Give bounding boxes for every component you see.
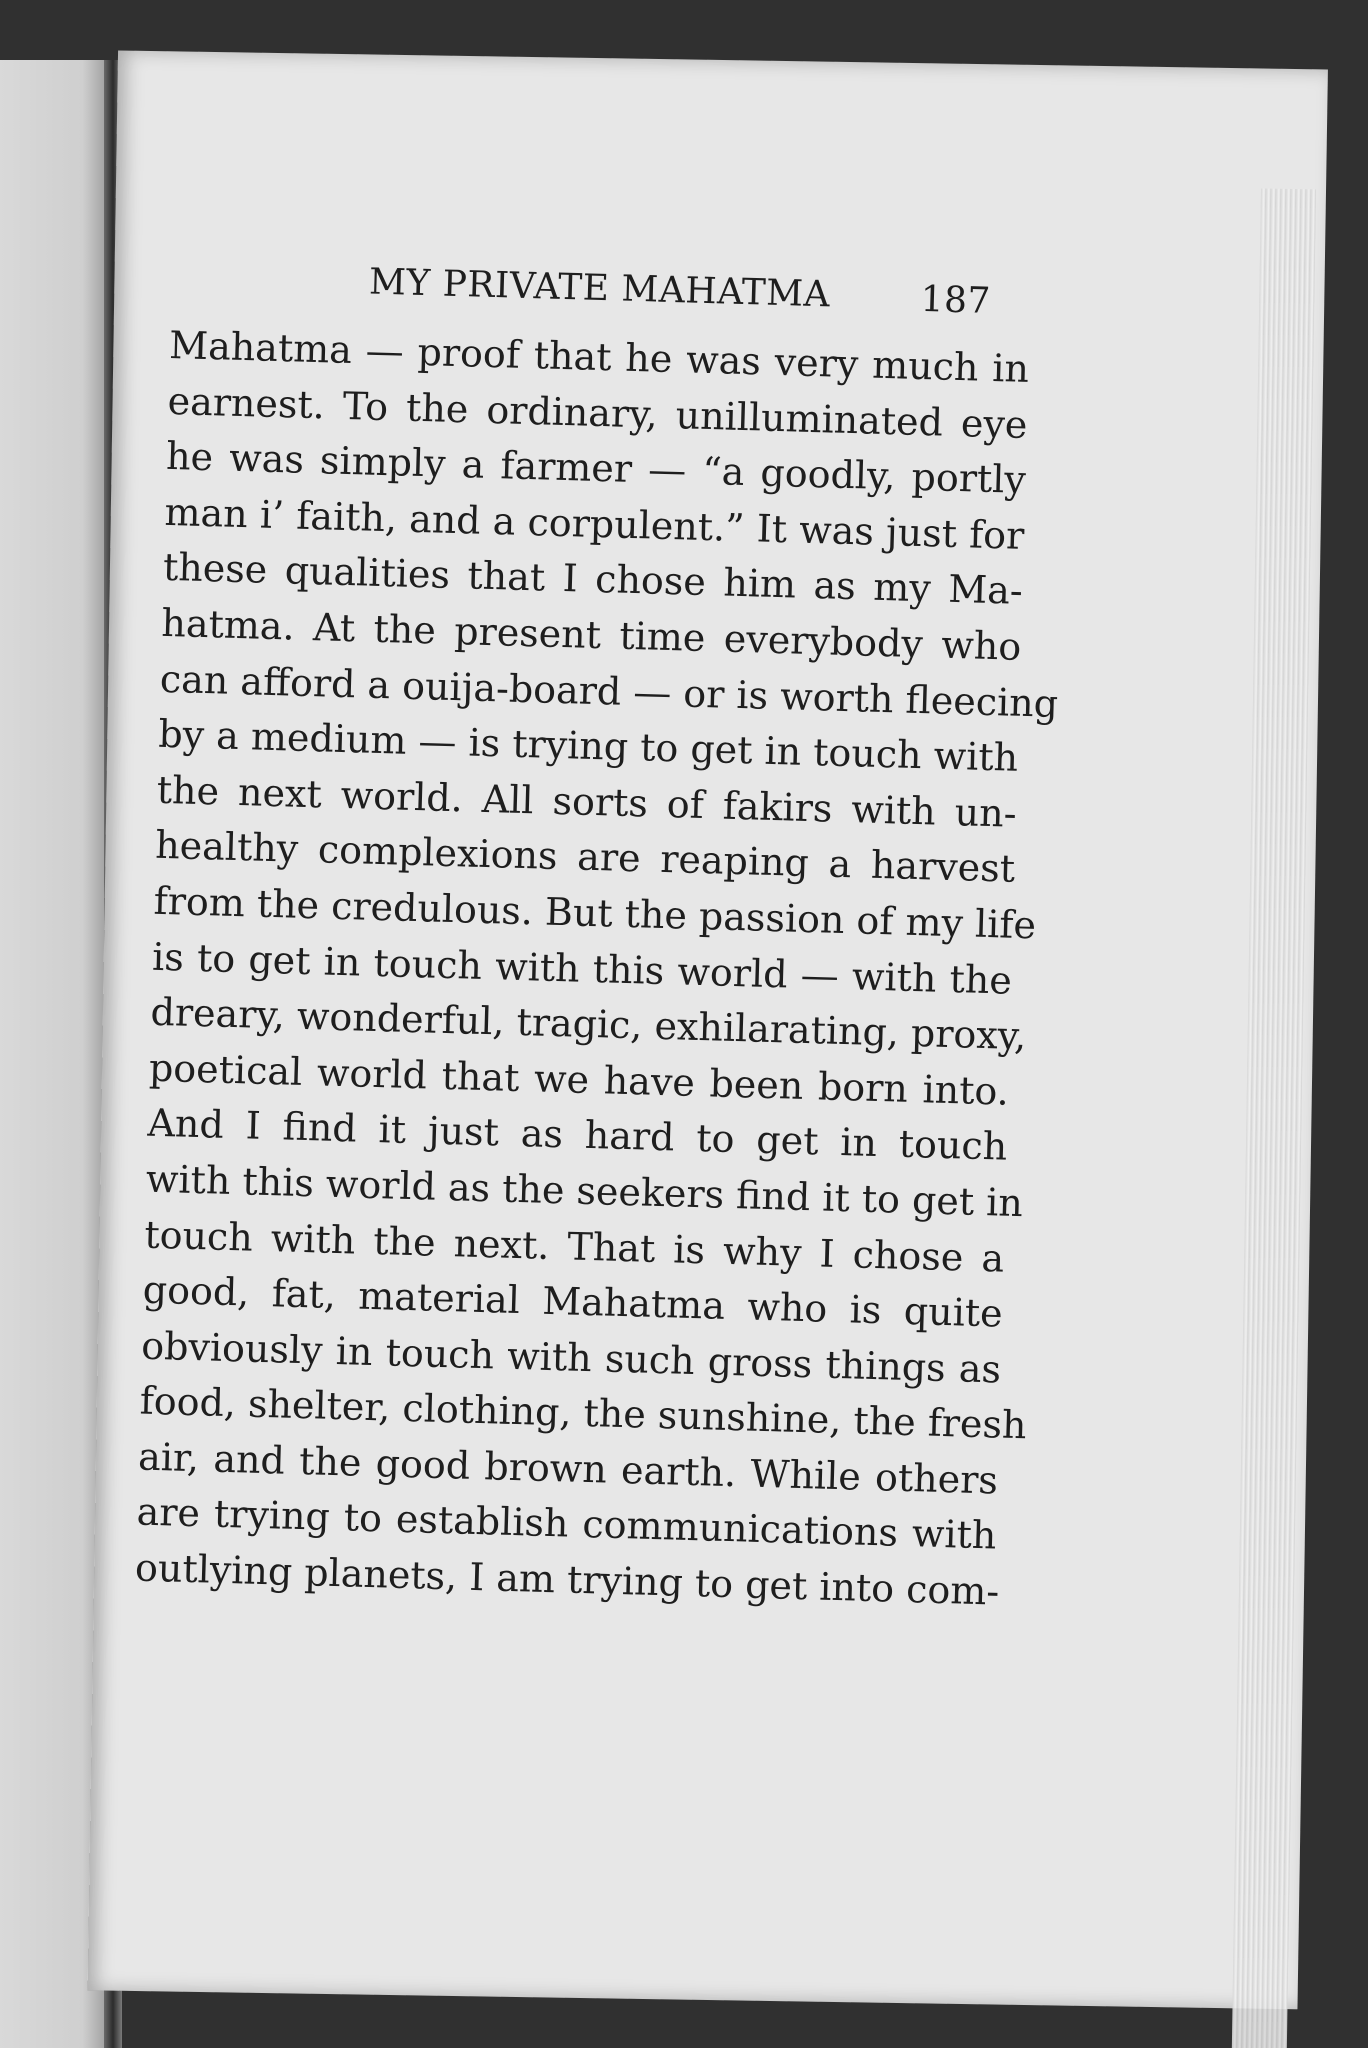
text-line: healthy complexions are reaping a harvest — [154, 823, 1016, 892]
text-line: poetical world that we have been born into. — [148, 1045, 1010, 1114]
text-line: is to get in touch with this world — with the — [151, 934, 1013, 1003]
page-number: 187 — [920, 278, 992, 322]
text-line: by a medium — is trying to get in touch with — [157, 711, 1019, 780]
text-line: food, shelter, clothing, the sunshine, the fresh — [139, 1378, 1028, 1448]
text-line: dreary, wonderful, tragic, exhilarating, proxy, — [150, 989, 1027, 1059]
text-line: are trying to establish communications with — [136, 1489, 997, 1558]
text-line: outlying planets, I am trying to get into com- — [134, 1545, 1000, 1614]
text-line: touch with the next. That is why I chose a — [143, 1212, 1005, 1281]
text-line: obviously in touch with such gross things as — [140, 1323, 1002, 1392]
body-text — [134, 318, 1059, 1620]
text-line: earnest. To the ordinary, unilluminated eye — [167, 378, 1029, 447]
text-line: good, fat, material Mahatma who is quite — [142, 1267, 1004, 1336]
running-head-title: MY PRIVATE MAHATMA — [368, 261, 831, 316]
text-line: hatma. At the present time everybody who — [160, 600, 1022, 669]
text-line: with this world as the seekers find it to get in — [145, 1156, 1024, 1226]
text-line: man i’ faith, and a corpulent.” It was just for — [164, 489, 1025, 558]
text-line: from the credulous. But the passion of my life — [153, 878, 1037, 948]
text-line: he was simply a farmer — “a goodly, portly — [165, 434, 1027, 503]
page-stack-edge — [1231, 188, 1316, 2048]
text-line: Mahatma — proof that he was very much in — [168, 322, 1030, 391]
text-line: these qualities that I chose him as my Ma- — [162, 545, 1024, 614]
text-line: air, and the good brown earth. While others — [137, 1434, 999, 1503]
text-line: can afford a ouija-board — or is worth fleecing — [159, 656, 1059, 726]
text-line: And I find it just as hard to get in touch — [146, 1100, 1008, 1169]
page-text-block — [134, 248, 1059, 1620]
text-line: the next world. All sorts of fakirs with un- — [156, 767, 1018, 836]
